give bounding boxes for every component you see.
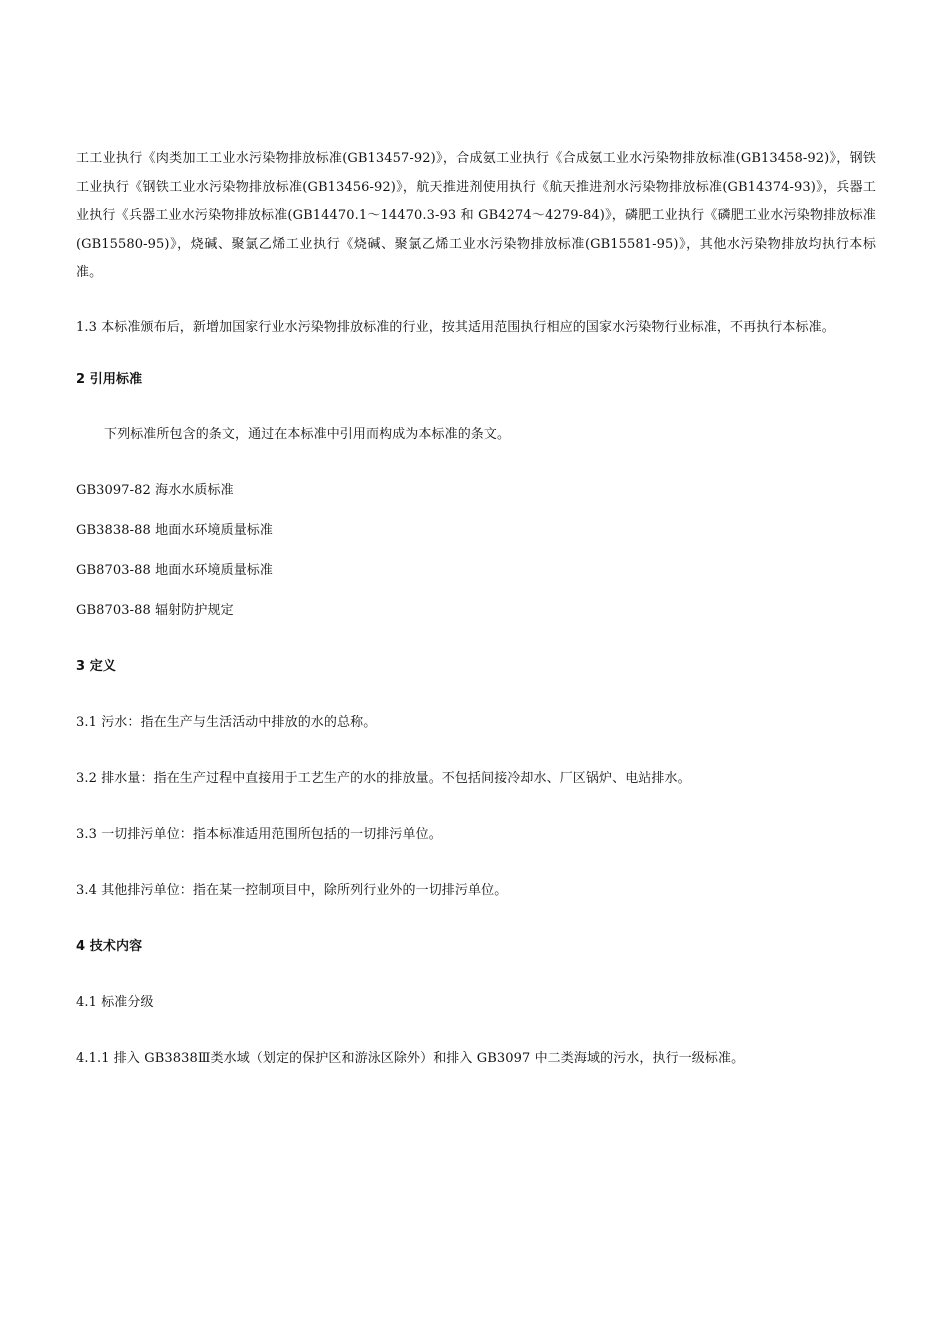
section-2-heading: 2 引用标准	[76, 371, 143, 387]
section-1-3-paragraph: 1.3 本标准颁布后，新增加国家行业水污染物排放标准的行业，按其适用范围执行相应的国家水污染物行业标准，不再执行本标准。	[76, 319, 835, 335]
section-3-heading: 3 定义	[76, 658, 116, 674]
reference-item: GB3097-82 海水水质标准	[76, 482, 234, 498]
definition-item: 3.1 污水：指在生产与生活活动中排放的水的总称。	[76, 714, 377, 730]
definition-item: 3.2 排水量：指在生产过程中直接用于工艺生产的水的排放量。不包括间接冷却水、厂区锅炉、电站排水。	[76, 770, 691, 786]
section-4-1-1-paragraph: 4.1.1 排入 GB3838Ⅲ类水域（划定的保护区和游泳区除外）和排入 GB3097 中二类海域的污水，执行一级标准。	[76, 1050, 745, 1066]
reference-item: GB8703-88 地面水环境质量标准	[76, 562, 273, 578]
definition-item: 3.3 一切排污单位：指本标准适用范围所包括的一切排污单位。	[76, 826, 442, 842]
section-4-heading: 4 技术内容	[76, 938, 143, 954]
reference-item: GB3838-88 地面水环境质量标准	[76, 522, 273, 538]
intro-paragraph: 工工业执行《肉类加工工业水污染物排放标准(GB13457-92)》，合成氨工业执行《合成氨工业水污染物排放标准(GB13458-92)》，钢铁工业执行《钢铁工业水污染物排放标准(GB13456-92)》，航天推进剂使用执行《航天推进剂水污染物排放标准(GB14374-93)》，兵器工业执行《兵器工业水污染物排放标准(GB14470.1～14470.3-93 和 GB4274～4279-84)》，磷肥工业执行《磷肥工业水污染物排放标准(GB15580-95)》，烧碱、聚氯乙烯工业执行《烧碱、聚氯乙烯工业水污染物排放标准(GB15581-95)》，其他水污染物排放均执行本标准。	[76, 151, 876, 281]
section-4-1-heading: 4.1 标准分级	[76, 994, 154, 1010]
document-body	[76, 145, 876, 1069]
definition-item: 3.4 其他排污单位：指在某一控制项目中，除所列行业外的一切排污单位。	[76, 882, 508, 898]
section-2-intro: 下列标准所包含的条文，通过在本标准中引用而构成为本标准的条文。	[104, 426, 511, 442]
reference-item: GB8703-88 辐射防护规定	[76, 602, 234, 618]
